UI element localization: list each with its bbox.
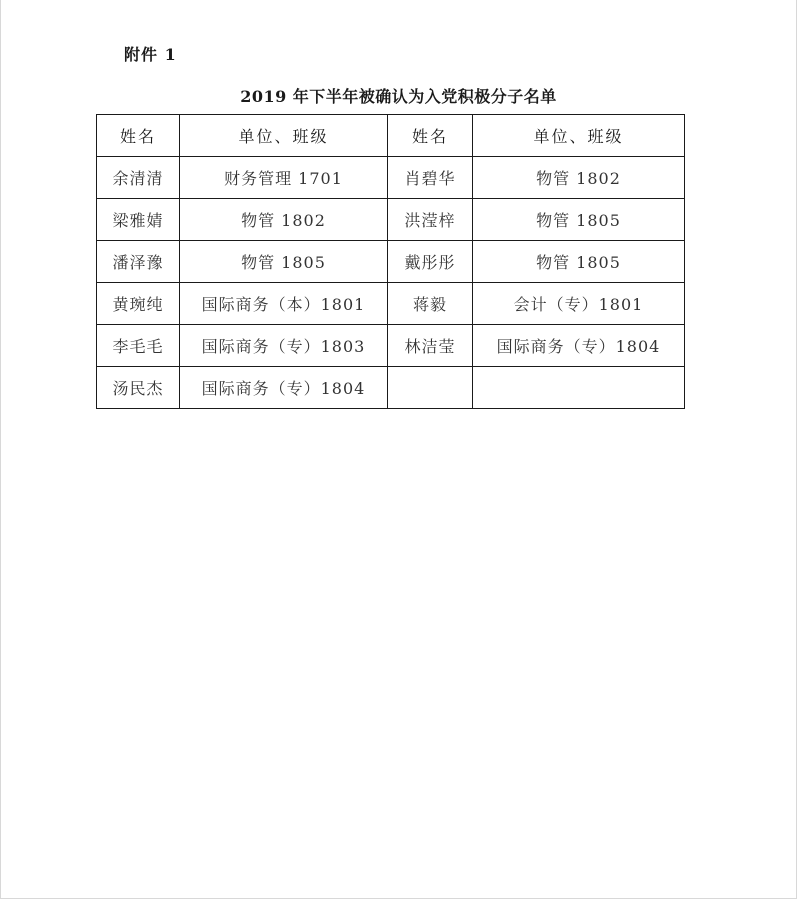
cell-unit-class: 物管 1805 bbox=[180, 241, 388, 283]
table-row bbox=[97, 367, 685, 409]
table-row bbox=[97, 241, 685, 283]
cell-unit-class bbox=[473, 367, 685, 409]
table-row bbox=[97, 199, 685, 241]
cell-unit-class: 国际商务（专）1804 bbox=[180, 367, 388, 409]
table-row bbox=[97, 325, 685, 367]
cell-unit-class: 会计（专）1801 bbox=[473, 283, 685, 325]
cell-name: 李毛毛 bbox=[97, 325, 180, 367]
header-unit-class: 单位、班级 bbox=[473, 115, 685, 157]
header-unit-class: 单位、班级 bbox=[180, 115, 388, 157]
cell-unit-class: 财务管理 1701 bbox=[180, 157, 388, 199]
table-row bbox=[97, 157, 685, 199]
cell-unit-class: 国际商务（专）1803 bbox=[180, 325, 388, 367]
header-name: 姓名 bbox=[97, 115, 180, 157]
cell-unit-class: 国际商务（本）1801 bbox=[180, 283, 388, 325]
cell-name: 肖碧华 bbox=[388, 157, 473, 199]
cell-name: 余清清 bbox=[97, 157, 180, 199]
cell-unit-class: 物管 1802 bbox=[473, 157, 685, 199]
cell-unit-class: 物管 1802 bbox=[180, 199, 388, 241]
cell-name: 潘泽豫 bbox=[97, 241, 180, 283]
cell-name: 黄琬纯 bbox=[97, 283, 180, 325]
cell-name: 蒋毅 bbox=[388, 283, 473, 325]
attachment-label: 附件 1 bbox=[124, 45, 177, 64]
cell-name: 洪滢梓 bbox=[388, 199, 473, 241]
header-name: 姓名 bbox=[388, 115, 473, 157]
cell-name: 汤民杰 bbox=[97, 367, 180, 409]
activist-roster-table bbox=[96, 114, 685, 409]
cell-unit-class: 物管 1805 bbox=[473, 199, 685, 241]
cell-name: 戴彤彤 bbox=[388, 241, 473, 283]
table-header-row bbox=[97, 115, 685, 157]
cell-unit-class: 物管 1805 bbox=[473, 241, 685, 283]
cell-name: 林洁莹 bbox=[388, 325, 473, 367]
cell-name bbox=[388, 367, 473, 409]
cell-name: 梁雅婧 bbox=[97, 199, 180, 241]
cell-unit-class: 国际商务（专）1804 bbox=[473, 325, 685, 367]
document-title: 2019 年下半年被确认为入党积极分子名单 bbox=[240, 87, 557, 106]
table-row bbox=[97, 283, 685, 325]
